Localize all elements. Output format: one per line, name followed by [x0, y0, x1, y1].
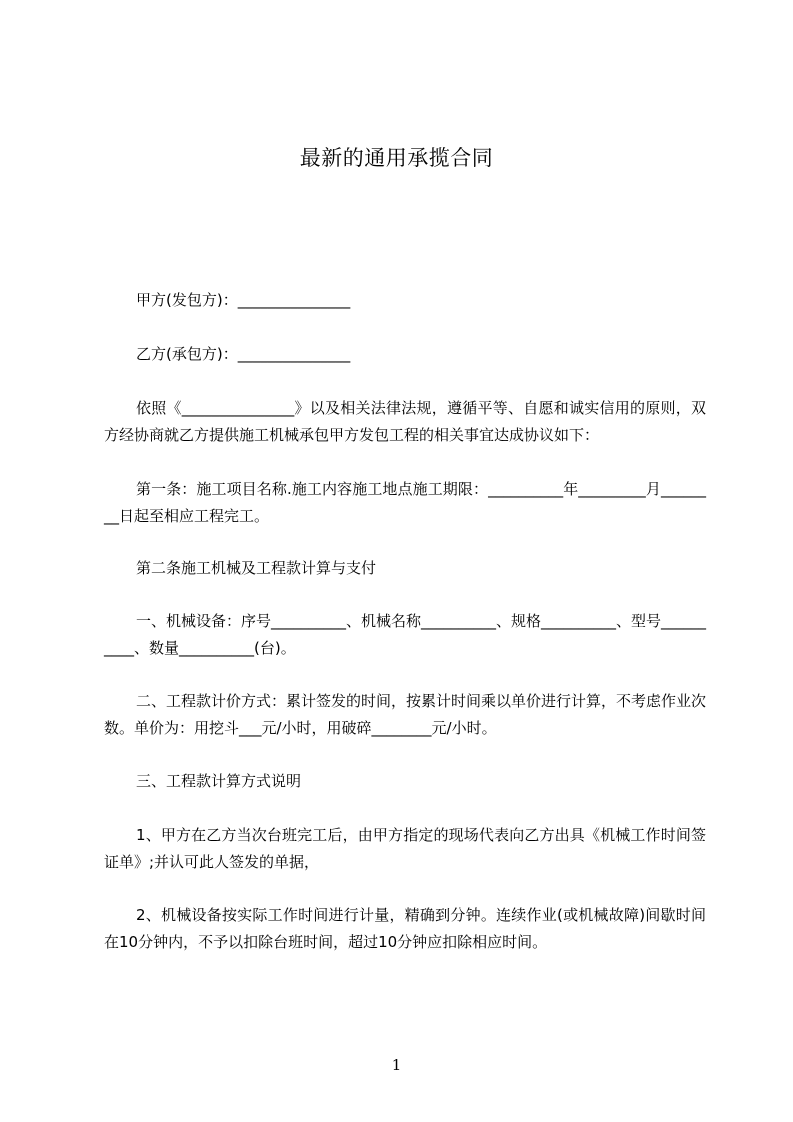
clause-1-paragraph: 1、甲方在乙方当次台班完工后，由甲方指定的现场代表向乙方出具《机械工作时间签证单》;并认可此人签发的单据，	[104, 826, 706, 871]
section-3-heading: 三、工程款计算方式说明	[136, 772, 302, 790]
pricing-paragraph: 二、工程款计价方式：累计签发的时间，按累计时间乘以单价进行计算，不考虑作业次数。单价为：用挖斗___元/小时，用破碎________元/小时。	[104, 692, 707, 737]
preamble-paragraph: 依照《_______________》以及相关法律法规，遵循平等、自愿和诚实信用的原则，双方经协商就乙方提供施工机械承包甲方发包工程的相关事宜达成协议如下：	[104, 399, 706, 444]
page-number: 1	[391, 1056, 402, 1074]
party-b-line: 乙方(承包方)：_______________	[136, 345, 351, 363]
clause-2-paragraph: 2、机械设备按实际工作时间进行计量，精确到分钟。连续作业(或机械故障)间歇时间在10分钟内，不予以扣除台班时间，超过10分钟应扣除相应时间。	[104, 906, 706, 951]
article-2-heading: 第二条施工机械及工程款计算与支付	[136, 559, 377, 577]
document-title: 最新的通用承揽合同	[299, 146, 494, 170]
equipment-paragraph: 一、机械设备：序号__________、机械名称__________、规格__________、型号__________、数量__________(台)。	[104, 612, 707, 657]
article-1-paragraph: 第一条：施工项目名称.施工内容施工地点施工期限：__________年_________月________日起至相应工程完工。	[104, 480, 706, 525]
party-a-line: 甲方(发包方)：_______________	[136, 291, 351, 309]
